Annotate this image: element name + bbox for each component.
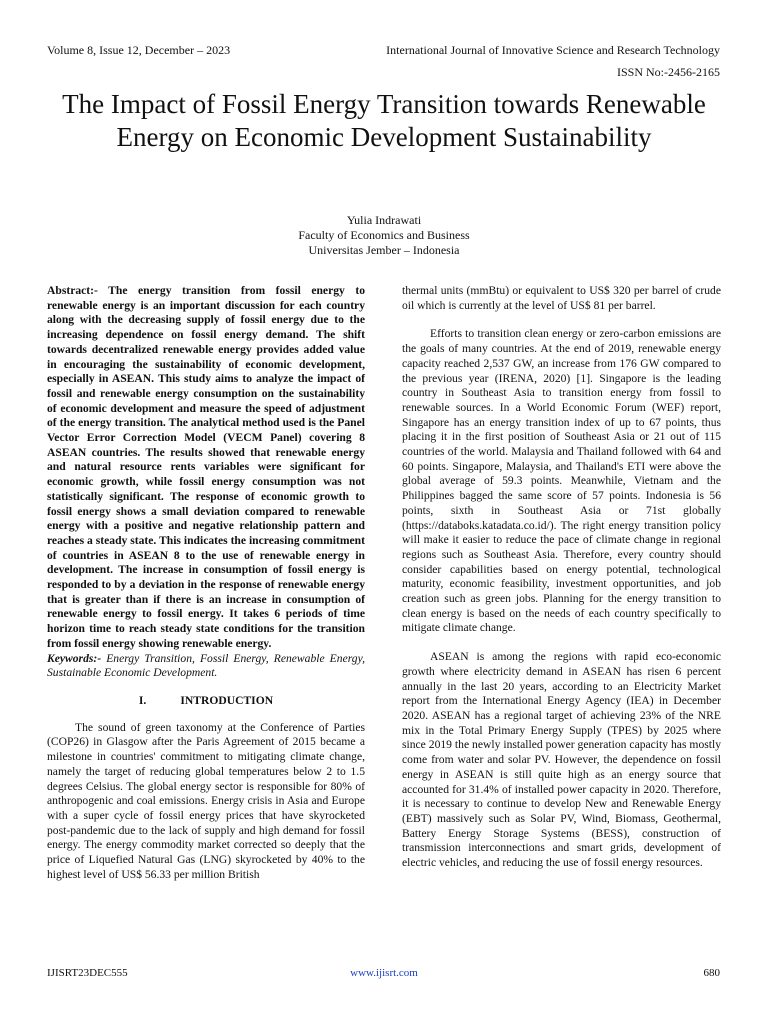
intro-paragraph-1-continued: thermal units (mmBtu) or equivalent to US$ 320 per barrel of crude oil which is currently at the level of US$ 81 per barrel. (402, 284, 721, 312)
website-link[interactable]: www.ijisrt.com (350, 967, 418, 979)
document-id: IJISRT23DEC555 (47, 967, 128, 979)
right-column (402, 284, 721, 871)
intro-paragraph-2: Efforts to transition clean energy or zero-carbon emissions are the goals of many countries. At the end of 2019, renewable energy capacity reached 2,537 GW, an increase from 176 GW compared to the previous year (IRENA, 2020) [1]. Singapore is the leading country in Southeast Asia to transition energy from fossil to renewable sources. In a World Economic Forum (WEF) report, Singapore has an energy transition index of up to 67 points, thus placing it in the first position of Southeast Asia or 21 out of 115 countries of the world. Malaysia and Thailand followed with 64 and 60 points. Singapore, Malaysia, and Thailand's ETI were above the global average of 59.3 points. Meanwhile, Vietnam and the Philippines bagged the same score of 57 points. Indonesia is 56 points, sixth in Southeast Asia or 71st globally (https://databoks.katadata.co.id/). The right energy transition policy will make it easier to reduce the pace of climate change in regional regions such as Southeast Asia. Therefore, every country should consider capabilities based on energy potential, technological maturity, economic feasibility, investment opportunities, and job creation such as green jobs. Planning for the energy transition to clean energy is based on the needs of each country specifically to mitigate climate change. (402, 327, 721, 635)
article-title: The Impact of Fossil Energy Transition towards Renewable Energy on Economic Development Sustainability (62, 89, 706, 152)
author-university: Universitas Jember – Indonesia (308, 243, 460, 257)
volume-info: Volume 8, Issue 12, December – 2023 (47, 43, 231, 57)
author-faculty: Faculty of Economics and Business (298, 228, 470, 242)
page-number: 680 (703, 967, 720, 979)
section-number: I. (138, 693, 147, 707)
keywords-text: Energy Transition, Fossil Energy, Renewable Energy, Sustainable Economic Development. (47, 651, 365, 680)
abstract: Abstract:- The energy transition from fossil energy to renewable energy is an important discussion for each country along with the decreasing supply of fossil energy due to the increasing dependence on fossil energy demand. The shift towards decentralized renewable energy provides added value in encouraging the sustainability of economic development, especially in ASEAN. This study aims to analyze the impact of fossil and renewable energy consumption on the sustainability of economic development and measure the speed of adjustment of the energy transition. The analytical method used is the Panel Vector Error Correction Model (VECM Panel) covering 8 ASEAN countries. The results showed that renewable energy and natural resource rents variables were significant for economic growth, while fossil energy consumption was not statistically significant. The response of economic growth to fossil energy shows a small deviation compared to renewable energy with a positive and negative relationship pattern and reaches a steady state. This indicates the increasing commitment of countries in ASEAN 8 to the use of renewable energy in development. The increase in consumption of fossil energy is responded to by a deviation in the response of renewable energy that is greater than if there is an increase in consumption of renewable energy to fossil energy. It takes 6 periods of time horizon time to reach steady state conditions for the transition from fossil energy showing renewable energy. (47, 284, 365, 650)
keywords (47, 652, 365, 681)
section-title: INTRODUCTION (180, 693, 274, 707)
author-name: Yulia Indrawati (346, 213, 422, 227)
keywords-label: Keywords:- (47, 651, 102, 665)
left-column (47, 284, 365, 882)
author-block (0, 213, 768, 258)
issn: ISSN No:-2456-2165 (616, 65, 720, 79)
intro-paragraph-1: The sound of green taxonomy at the Conference of Parties (COP26) in Glasgow after the Paris Agreement of 2015 became a milestone in countries' commitment to mitigating climate change, namely the target of reducing global temperatures below 2 to 1.5 degrees Celsius. The global energy sector is responsible for 80% of anthropogenic and coal emissions. Energy crisis in Asia and Europe with a super cycle of fossil energy prices that have skyrocketed post-pandemic due to the lack of supply and high demand for fossil energy. The energy commodity market corrected so deeply that the price of Liquefied Natural Gas (LNG) skyrocketed by 40% to the highest level of US$ 56.33 per million British (47, 720, 365, 881)
intro-paragraph-3: ASEAN is among the regions with rapid eco-economic growth where electricity demand in ASEAN has risen 6 percent annually in the last 20 years, according to an Electricity Market report from the International Energy Agency (IEA) in December 2020. ASEAN has a regional target of achieving 23% of the NRE mix in the Total Primary Energy Supply (TPES) by 2025 where since 2019 the newly installed power generation capacity has mostly come from water and solar PV. However, the dependence on fossil energy in ASEAN is still quite high as an energy source that accounted for 31.4% of installed power capacity in 2020. Therefore, it is necessary to continue to develop New and Renewable Energy (EBT) massively such as Solar PV, Wind, Biomass, Geothermal, Battery Energy Storage Systems (BESS), construction of transmission interconnections and smart grids, development of electric vehicles, and reducing the use of fossil energy resources. (402, 650, 721, 870)
section-heading (47, 694, 365, 709)
journal-name: International Journal of Innovative Science and Research Technology (386, 43, 720, 57)
